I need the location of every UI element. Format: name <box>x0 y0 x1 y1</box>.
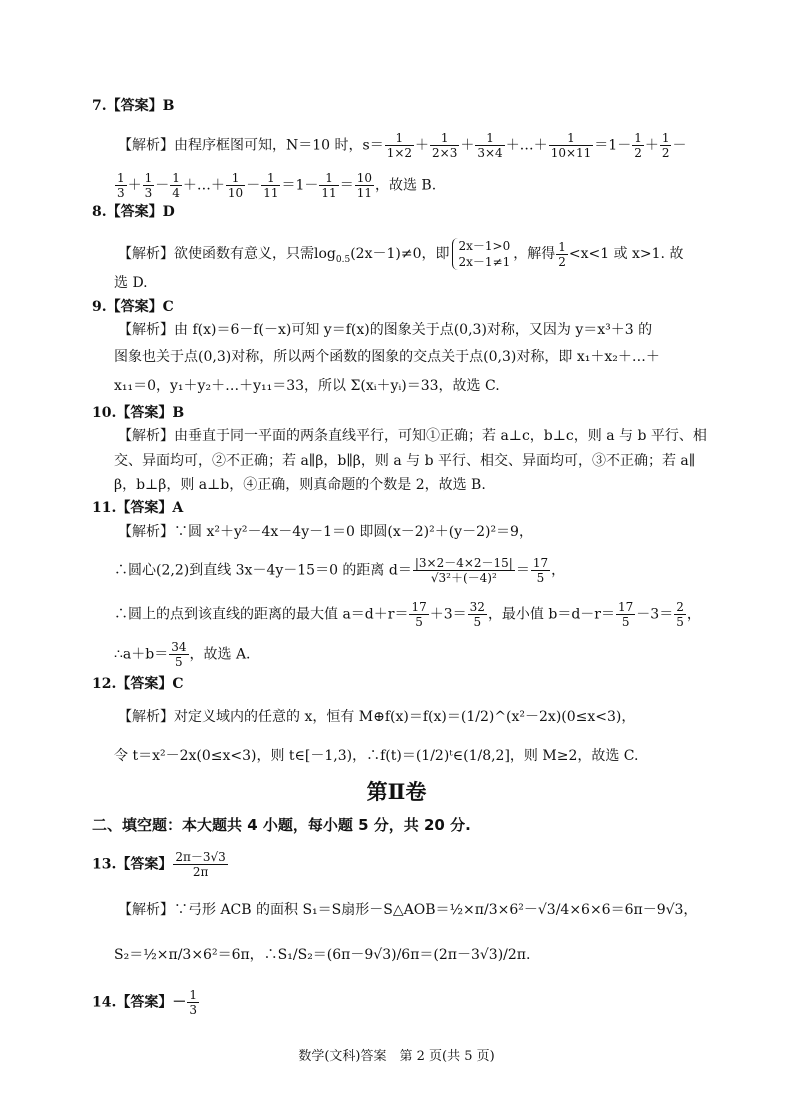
q11-analysis-line1: 【解析】∵圆 x²＋y²－4x－4y－1＝0 即圆(x－2)²＋(y－2)²＝9， <box>118 524 533 540</box>
q11-answer: 11.【答案】A <box>92 500 184 516</box>
fill-in-heading: 二、填空题：本大题共 4 小题，每小题 5 分，共 20 分. <box>92 816 471 834</box>
q9-analysis-line3: x₁₁＝0，y₁＋y₂＋…＋y₁₁＝33，所以 Σ(xᵢ＋yᵢ)＝33，故选 C. <box>114 378 500 394</box>
q11-analysis-line2: ∴圆心(2,2)到直线 3x－4y－15＝0 的距离 d＝ $\frac{|3\times 2-4\times 2-15|}{\text{√3²＋(－4)²}}$ ＝ $\frac{17}{5}$ ， <box>114 556 566 585</box>
q9-analysis-line1: 【解析】由 f(x)＝6－f(－x)可知 y＝f(x)的图象关于点(0,3)对称，又因为 y＝x³＋3 的 <box>118 322 653 338</box>
q7-analysis-line2: $\frac{1}{3}$ ＋ $\frac{1}{3}$ － $\frac{1}{4}$ ＋…＋ $\frac{1}{10}$ － $\frac{1}{11}$ ＝1－ $\frac{1}{11}$ ＝ $\frac{10}{11}$ ，故选 B. <box>117 171 437 200</box>
section-title: 第Ⅱ卷 <box>366 779 427 804</box>
q13-analysis-line1: 【解析】∵弓形 ACB 的面积 S₁＝S扇形－S△AOB＝½×π/3×6²－√3/4×6×6＝6π－9√3， <box>118 902 698 918</box>
page-footer: 数学(文科)答案 第 2 页(共 5 页) <box>298 1049 495 1064</box>
q7-analysis-line1: 【解析】由程序框图可知，N＝10 时，s＝ $\frac{1}{1\times 2}$ ＋ $\frac{1}{2\times 3}$ ＋ $\frac{1}{3\times 4}$ ＋…＋ $\frac{1}{10\times 11}$ ＝1－ $\frac{1}{2}$ ＋ $\frac{1}{2}$ － <box>118 131 687 160</box>
q13-answer: 13.【答案】 $\frac{2\pi-3√3}{2\pi}$ <box>92 850 226 879</box>
q12-answer: 12.【答案】C <box>92 676 184 692</box>
q10-answer: 10.【答案】B <box>92 405 185 421</box>
q11-analysis-line3: ∴圆上的点到该直线的距离的最大值 a＝d＋r＝ $\frac{17}{5}$ ＋3＝ $\frac{32}{5}$ ，最小值 b＝d－r＝ $\frac{17}{5}$ －3＝ $\frac{2}{5}$ ， <box>114 600 701 629</box>
q8-answer: 8.【答案】D <box>92 204 175 220</box>
q12-analysis-line1: 【解析】对定义域内的任意的 x，恒有 M⊕f(x)＝f(x)＝(1/2)^(x²－2x)(0≤x<3)， <box>118 709 636 725</box>
q10-analysis-line3: β，b⊥β，则 a⊥b，④正确，则真命题的个数是 2，故选 B. <box>114 477 486 493</box>
q13-analysis-line2: S₂＝½×π/3×6²＝6π，∴S₁/S₂＝(6π－9√3)/6π＝(2π－3√3)/2π. <box>114 947 531 963</box>
q8-analysis-line1: 【解析】欲使函数有意义，只需$\log_{0.5}(2x-1)\ne 0$，即 2x－1>0 2x－1≠1 ，解得 $\frac{1}{2}$ <x<1 或 x>1. 故 <box>118 239 684 269</box>
q14-answer: 14.【答案】－ $\frac{1}{3}$ <box>92 988 197 1017</box>
q10-analysis-line2: 交、异面均可，②不正确；若 a∥β，b∥β，则 a 与 b 平行、相交、异面均可，③不正确；若 a∥ <box>114 453 696 469</box>
q9-analysis-line2: 图象也关于点(0,3)对称，所以两个函数的图象的交点关于点(0,3)对称，即 x₁＋x₂＋…＋ <box>114 349 660 365</box>
q8-analysis-line2: 选 D. <box>114 275 148 291</box>
q9-answer: 9.【答案】C <box>92 299 174 315</box>
q12-analysis-line2: 令 t＝x²－2x(0≤x<3)，则 t∈[－1,3)，∴f(t)＝(1/2)ᵗ∈(1/8,2]，则 M≥2，故选 C. <box>114 748 639 764</box>
q11-analysis-line4: ∴a＋b＝ $\frac{34}{5}$ ，故选 A. <box>114 640 251 669</box>
q7-answer: 7.【答案】B <box>92 98 175 114</box>
q10-analysis-line1: 【解析】由垂直于同一平面的两条直线平行，可知①正确；若 a⊥c，b⊥c，则 a 与 b 平行、相 <box>118 428 707 444</box>
